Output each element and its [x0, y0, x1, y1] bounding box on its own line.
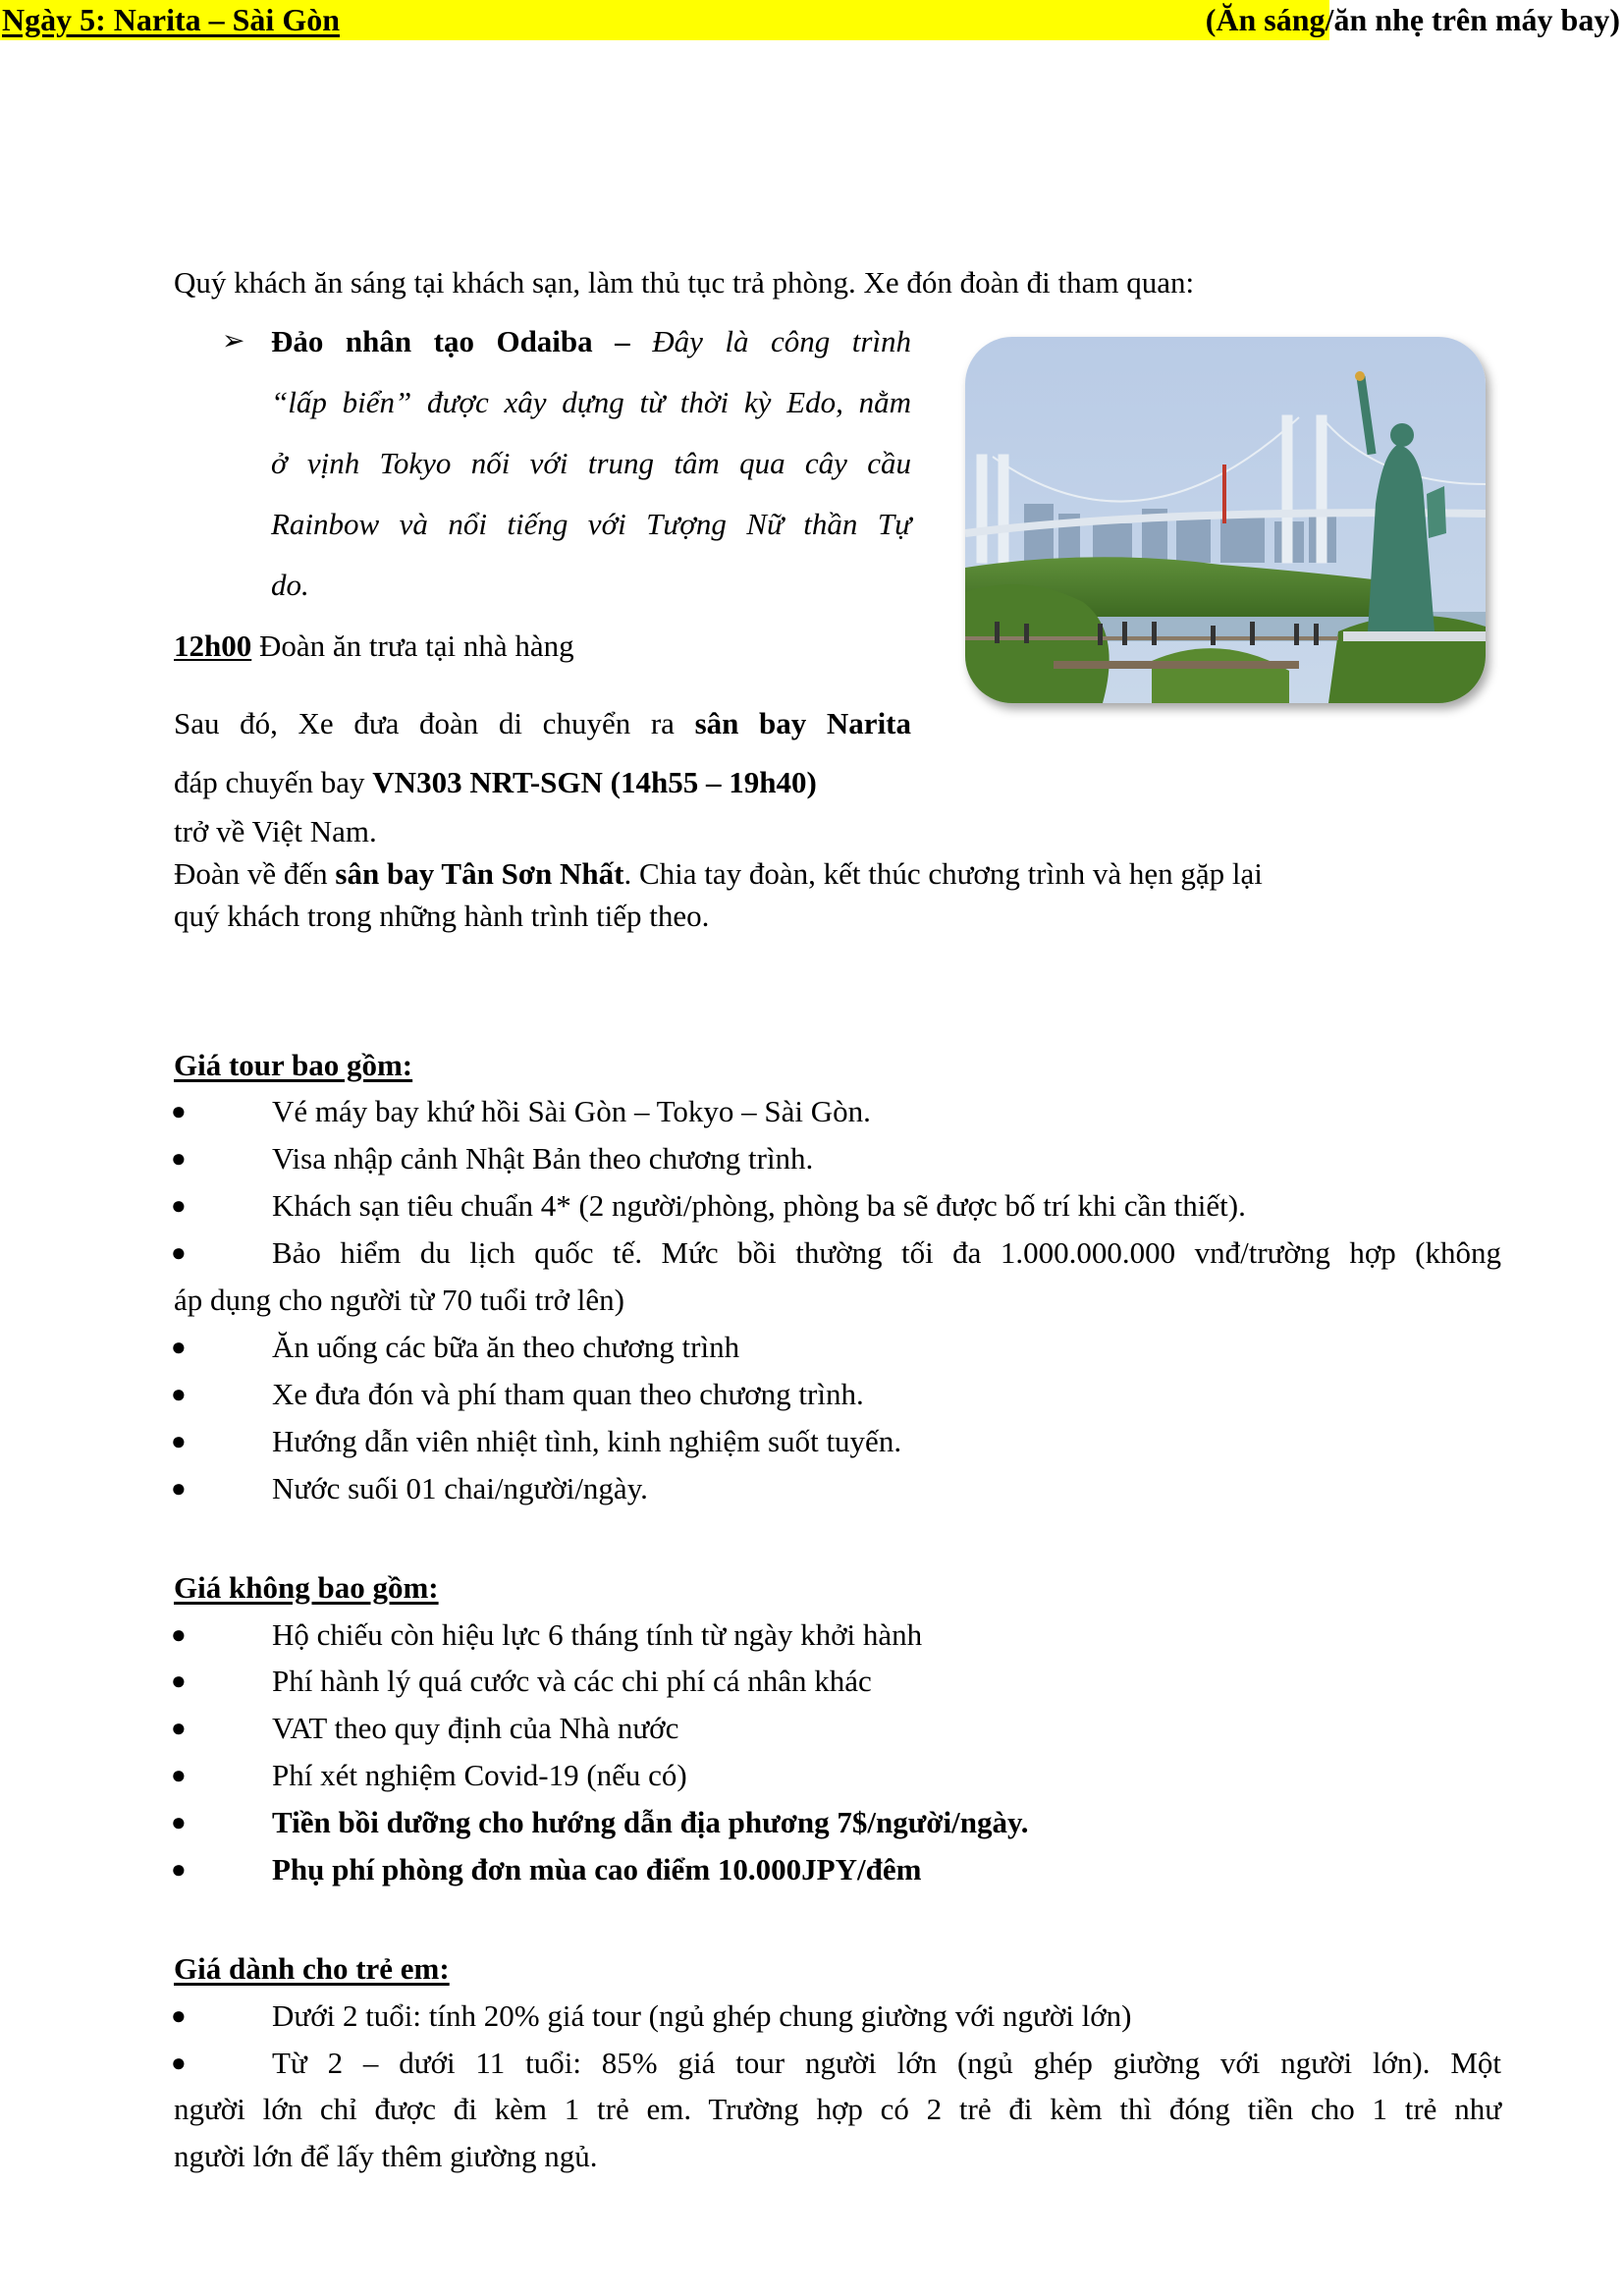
included-item: Hướng dẫn viên nhiệt tình, kinh nghiệm suốt tuyến. [272, 1424, 902, 1458]
odaiba-desc-1: Đây là công trình [652, 324, 912, 358]
included-item: Bảo hiểm du lịch quốc tế. Mức bồi thường tối đa 1.000.000.000 vnđ/trường hợp (không [272, 1235, 1501, 1270]
excluded-title: Giá không bao gồm: [174, 1570, 439, 1605]
arrival-text-a: Đoàn về đến [174, 856, 328, 891]
odaiba-statue-bridge-image [965, 337, 1486, 703]
children-item-continuation: người lớn để lấy thêm giường ngủ. [174, 2139, 598, 2173]
transfer-text-2: đáp chuyến bay [174, 765, 365, 799]
day-heading [0, 0, 1620, 40]
odaiba-line-3: ở vịnh Tokyo nối với trung tâm qua cây cầu [271, 446, 911, 480]
excluded-item: Hộ chiếu còn hiệu lực 6 tháng tính từ ngày khởi hành [272, 1617, 923, 1652]
children-item-continuation: người lớn chỉ được đi kèm 1 trẻ em. Trường hợp có 2 trẻ đi kèm thì đóng tiền cho 1 trẻ như [174, 2092, 1501, 2126]
arrow-bullet-icon: ➢ [222, 326, 245, 356]
bullet-icon: ● [171, 1714, 187, 1742]
bullet-icon: ● [171, 1620, 187, 1649]
transfer-line-1 [174, 704, 911, 743]
lunch-line [174, 627, 574, 666]
bullet-icon: ● [171, 1808, 187, 1836]
flight-info: VN303 NRT-SGN (14h55 – 19h40) [372, 765, 817, 799]
bullet-icon: ● [171, 1427, 187, 1455]
children-title: Giá dành cho trẻ em: [174, 1951, 450, 1986]
meal-info: (Ăn sáng/ăn nhẹ trên máy bay) [1205, 2, 1620, 37]
included-item: Khách sạn tiêu chuẩn 4* (2 người/phòng, phòng ba sẽ được bố trí khi cần thiết). [272, 1188, 1246, 1223]
tan-son-nhat-airport: sân bay Tân Sơn Nhất [335, 856, 624, 891]
arrival-text-c: . Chia tay đoàn, kết thúc chương trình và hẹn gặp lại [623, 856, 1263, 891]
children-item: Dưới 2 tuổi: tính 20% giá tour (ngủ ghép chung giường với người lớn) [272, 1998, 1132, 2033]
odaiba-line-5: do. [271, 568, 309, 602]
arrival-line-2: quý khách trong những hành trình tiếp theo. [174, 899, 710, 933]
transfer-line-3: trở về Việt Nam. [174, 814, 377, 848]
bullet-icon: ● [171, 1238, 187, 1267]
bullet-icon: ● [171, 1144, 187, 1173]
bullet-icon: ● [171, 1855, 187, 1884]
bullet-icon: ● [171, 1474, 187, 1503]
lunch-time: 12h00 [174, 629, 252, 663]
odaiba-line-4: Rainbow và nổi tiếng với Tượng Nữ thần Tự [271, 507, 911, 541]
bullet-icon: ● [171, 1333, 187, 1361]
included-title: Giá tour bao gồm: [174, 1048, 413, 1082]
transfer-line-2 [174, 763, 817, 802]
excluded-item: Phí hành lý quá cước và các chi phí cá nhân khác [272, 1664, 872, 1698]
bullet-icon: ● [171, 1097, 187, 1125]
excluded-item-guide-tip: Tiền bồi dưỡng cho hướng dẫn địa phương 7$/người/ngày. [272, 1805, 1029, 1839]
included-item: Nước suối 01 chai/người/ngày. [272, 1471, 648, 1505]
excluded-item: VAT theo quy định của Nhà nước [272, 1711, 679, 1745]
bullet-icon: ● [171, 2049, 187, 2077]
intro-text: Quý khách ăn sáng tại khách sạn, làm thủ tục trả phòng. Xe đón đoàn đi tham quan: [174, 265, 1195, 300]
day-title: Ngày 5: Narita – Sài Gòn [2, 2, 340, 37]
bullet-icon: ● [171, 1761, 187, 1789]
odaiba-line-2: “lấp biển” được xây dựng từ thời kỳ Edo, nằm [271, 385, 911, 419]
narita-airport: sân bay Narita [694, 706, 912, 740]
bullet-icon: ● [171, 1667, 187, 1695]
transfer-text-1: Sau đó, Xe đưa đoàn di chuyển ra [174, 706, 675, 740]
included-item: Xe đưa đón và phí tham quan theo chương trình. [272, 1377, 864, 1411]
bullet-icon: ● [171, 1380, 187, 1408]
children-item: Từ 2 – dưới 11 tuổi: 85% giá tour người lớn (ngủ ghép giường với người lớn). Một [272, 2046, 1501, 2080]
excluded-item: Phí xét nghiệm Covid-19 (nếu có) [272, 1758, 687, 1792]
included-item-continuation: áp dụng cho người từ 70 tuổi trở lên) [174, 1283, 624, 1317]
odaiba-photo [965, 337, 1486, 703]
odaiba-name: Đảo nhân tạo Odaiba – [271, 324, 630, 358]
included-item: Visa nhập cảnh Nhật Bản theo chương trình. [272, 1141, 814, 1175]
bullet-icon: ● [171, 1191, 187, 1220]
odaiba-line-1 [271, 322, 911, 361]
bullet-icon: ● [171, 2001, 187, 2030]
included-item: Ăn uống các bữa ăn theo chương trình [272, 1330, 740, 1364]
excluded-item-single-room: Phụ phí phòng đơn mùa cao điểm 10.000JPY/đêm [272, 1852, 922, 1886]
included-item: Vé máy bay khứ hồi Sài Gòn – Tokyo – Sài Gòn. [272, 1094, 871, 1128]
arrival-line-1 [174, 854, 1263, 894]
lunch-text: Đoàn ăn trưa tại nhà hàng [259, 629, 574, 663]
